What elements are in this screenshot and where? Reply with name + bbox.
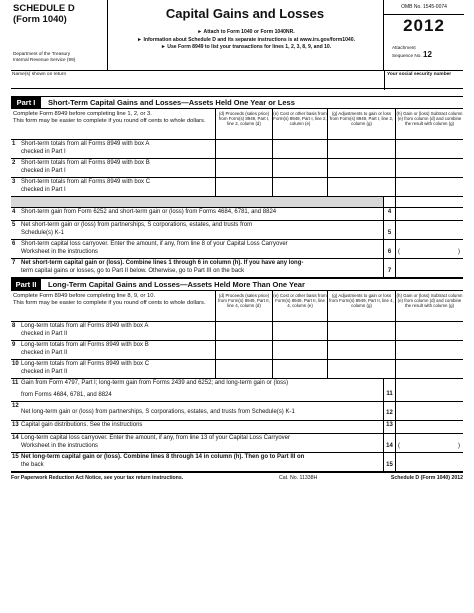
- omb-number: OMB No. 1545-0074: [384, 0, 464, 15]
- form-footer-id: Schedule D (Form 1040) 2012: [390, 475, 463, 481]
- line-7-box: 7: [383, 259, 395, 277]
- line-number: 13: [12, 422, 19, 428]
- name-label: Name(s) shown on return: [12, 72, 67, 77]
- paren-open: (: [398, 443, 400, 449]
- paren-close: ): [458, 443, 460, 449]
- line-3-text-b: checked in Part I: [21, 186, 66, 193]
- line-6-text-a: Short-term capital loss carryover. Enter the amount, if any, from line 8 of your Capital Loss Carryover: [21, 241, 288, 247]
- attach-line-3: ► Use Form 8949 to list your transactions for lines 1, 2, 3, 8, 9, and 10.: [160, 44, 332, 50]
- line-5-text: [21, 222, 381, 237]
- line-9-text: [21, 342, 149, 357]
- line-8-text-b: checked in Part II: [21, 330, 68, 337]
- line-7-text-b: term capital gains or losses, go to Part II below. Otherwise, go to Part III on the back: [21, 267, 245, 274]
- line-2-text: [21, 160, 150, 175]
- part1-intro-1: Complete Form 8949 before completing line 1, 2, or 3.: [13, 111, 152, 117]
- line-2-col-d[interactable]: [215, 159, 273, 177]
- line-4-box: 4: [383, 208, 395, 220]
- line-7-amount[interactable]: [395, 259, 463, 277]
- line-1-col-h[interactable]: [395, 140, 464, 158]
- line-11-box: 11: [383, 379, 395, 401]
- line-10-text-a: Long-term totals from all Forms 8949 with box C: [21, 361, 150, 367]
- line-6-amount[interactable]: [395, 240, 463, 258]
- line-4-amount[interactable]: [395, 208, 463, 220]
- part2-column-headers: [11, 291, 463, 322]
- line-number: 2: [12, 160, 16, 166]
- line-9-col-g[interactable]: [327, 341, 396, 359]
- line-1-text-a: Short-term totals from all Forms 8949 with box A: [21, 141, 150, 147]
- part2-intro-1: Complete Form 8949 before completing line 8, 9, or 10.: [13, 293, 156, 299]
- line-9-text-b: checked in Part II: [21, 349, 68, 356]
- line-7-text: [21, 260, 381, 275]
- part2-line-10: [11, 360, 463, 379]
- part1-col-g: (g) Adjustments to gain or loss from Form(s) 8949, Part I, line 2, column (g): [327, 109, 395, 139]
- part2-col-g: (g) Adjustments to gain or loss from Form(s) 8949, Part II, line 4, column (g): [327, 291, 395, 321]
- line-number: 10: [12, 361, 19, 367]
- line-8-col-g[interactable]: [327, 322, 396, 340]
- part1-title: Short-Term Capital Gains and Losses—Assets Held One Year or Less: [48, 98, 295, 107]
- line-8-col-e[interactable]: [272, 322, 328, 340]
- line-9-col-d[interactable]: [215, 341, 273, 359]
- part2-title: Long-Term Capital Gains and Losses—Assets Held More Than One Year: [48, 280, 305, 289]
- line-15-text-a: Net long-term capital gain or (loss). Combine lines 8 through 14 in column (h). Then go to Part III on: [21, 454, 305, 460]
- department: [13, 51, 75, 63]
- part2-line-8: [11, 322, 463, 341]
- attach-instructions: [111, 29, 381, 52]
- line-2-text-b: checked in Part I: [21, 167, 66, 174]
- header-left: [11, 0, 108, 70]
- line-5-box: 5: [383, 221, 395, 239]
- line-number: 5: [12, 222, 16, 228]
- part1-line-2: [11, 159, 463, 178]
- line-12-box: 12: [383, 402, 395, 420]
- line-15-text-b: the back: [21, 461, 44, 468]
- line-13-amount[interactable]: [395, 421, 463, 433]
- part2-col-d: (d) Proceeds (sales price) from Form(s) 8949, Part II, line 4, column (d): [215, 291, 272, 321]
- line-1-col-e[interactable]: [272, 140, 328, 158]
- page-title: Capital Gains and Losses: [165, 6, 325, 21]
- part2-intro: [13, 293, 211, 308]
- line-12-amount[interactable]: [395, 402, 463, 420]
- header-right: [383, 0, 464, 70]
- line-6-text-b: Worksheet in the instructions: [21, 248, 98, 255]
- part1-line-1: [11, 140, 463, 159]
- line-1-text-b: checked in Part I: [21, 148, 66, 155]
- line-number: 8: [12, 323, 16, 329]
- form-header: [11, 0, 463, 71]
- line-9-text-a: Long-term totals from all Forms 8949 with box B: [21, 342, 149, 348]
- part1-line-3: [11, 178, 463, 197]
- line-11-text-a: Gain from Form 4797, Part I; long-term gain from Forms 2439 and 6252; and long-term gain or (loss): [21, 380, 289, 386]
- line-number: 11: [12, 380, 19, 386]
- schedule-title: SCHEDULE D: [13, 3, 75, 14]
- line-10-text: [21, 361, 149, 376]
- line-2-col-e[interactable]: [272, 159, 328, 177]
- schedule-name: [13, 3, 75, 25]
- paperwork-notice: For Paperwork Reduction Act Notice, see your tax return instructions.: [11, 475, 184, 481]
- line-3-col-g[interactable]: [327, 178, 396, 196]
- line-10-col-g[interactable]: [327, 360, 396, 378]
- line-11-text: [21, 380, 381, 399]
- line-13-box: 13: [383, 421, 395, 433]
- part2-line-12: [11, 402, 463, 421]
- line-9-col-h[interactable]: [395, 341, 464, 359]
- part1-col-e: (e) Cost or other basis from Form(s) 8949, Part I, line 2, column (e): [272, 109, 327, 139]
- form-footer: [11, 473, 463, 483]
- line-3-col-e[interactable]: [272, 178, 328, 196]
- part1-header: [11, 96, 463, 109]
- line-8-col-d[interactable]: [215, 322, 273, 340]
- line-number: 4: [12, 209, 16, 215]
- line-12-text: Net long-term gain or (loss) from partnerships, S corporations, estates, and trusts from Schedule(s) K-1: [21, 409, 295, 415]
- line-14-amount[interactable]: [395, 434, 463, 452]
- part1-label: Part I: [11, 97, 41, 108]
- part2-line-9: [11, 341, 463, 360]
- tax-year: 2012: [403, 16, 445, 35]
- line-15-box: 15: [383, 453, 395, 471]
- cat-number: Cat. No. 11338H: [279, 475, 318, 481]
- line-11-text-b: from Forms 4684, 6781, and 8824: [21, 391, 112, 398]
- line-2-col-g[interactable]: [327, 159, 396, 177]
- part1-col-d: (d) Proceeds (sales price) from Form(s) 8949, Part I, line 2, column (d): [215, 109, 272, 139]
- part2-col-h: (h) Gain or (loss) Subtract column (e) from column (d) and combine the result with column (g): [395, 291, 463, 321]
- line-14-text-a: Long-term capital loss carryover. Enter the amount, if any, from line 13 of your Capital Loss Carryover: [21, 435, 291, 441]
- line-15-amount[interactable]: [395, 453, 463, 471]
- line-10-col-e[interactable]: [272, 360, 328, 378]
- part2-header: [11, 278, 463, 291]
- line-3-col-h[interactable]: [395, 178, 464, 196]
- line-10-col-d[interactable]: [215, 360, 273, 378]
- line-number: 1: [12, 141, 16, 147]
- header-center: [107, 0, 383, 70]
- line-14-text-b: Worksheet in the instructions: [21, 442, 98, 449]
- attachment-sequence: [392, 45, 432, 59]
- line-2-text-a: Short-term totals from all Forms 8949 with box B: [21, 160, 150, 166]
- spacer-amount: [395, 197, 464, 207]
- line-13-text: Capital gain distributions. See the instructions: [21, 422, 143, 428]
- line-4-text: Short-term gain from Form 6252 and short-term gain or (loss) from Forms 4684, 6781, and 8824: [21, 209, 277, 215]
- line-14-box: 14: [383, 434, 395, 452]
- part1-intro: [13, 111, 211, 126]
- part1-line-4: [11, 208, 463, 221]
- line-6-text: [21, 241, 381, 256]
- line-15-text: [21, 454, 381, 469]
- line-8-col-h[interactable]: [395, 322, 464, 340]
- line-7-text-a: Net short-term capital gain or (loss). Combine lines 1 through 6 in column (h). If you have any long-: [21, 260, 304, 266]
- line-number: 15: [12, 454, 19, 460]
- attachment-label: Attachment: [392, 45, 416, 50]
- sequence-line: [392, 49, 432, 60]
- dept-irs: Internal Revenue Service (99): [13, 57, 76, 62]
- line-11-amount[interactable]: [395, 379, 463, 401]
- line-1-col-d[interactable]: [215, 140, 273, 158]
- line-8-text: [21, 323, 148, 338]
- name-row: [11, 71, 463, 89]
- part1-line-7: [11, 259, 463, 278]
- attach-line-2: ► Information about Schedule D and its separate instructions is at www.irs.gov/form1040.: [137, 36, 355, 43]
- line-number: 14: [12, 435, 19, 441]
- line-number: 12: [12, 403, 19, 409]
- part2-intro-2: This form may be easier to complete if you round off cents to whole dollars.: [13, 300, 206, 307]
- sequence-label: Sequence No.: [392, 52, 422, 58]
- line-3-text-a: Short-term totals from all Forms 8949 with box C: [21, 179, 151, 185]
- line-14-text: [21, 435, 381, 450]
- schedule-d-form: [11, 0, 463, 613]
- part1-line-6: [11, 240, 463, 259]
- line-8-text-a: Long-term totals from all Forms 8949 with box A: [21, 323, 149, 329]
- part2-line-14: [11, 434, 463, 453]
- part2-col-e: (e) Cost or other basis from Form(s) 8949, Part II, line 4, column (e): [272, 291, 327, 321]
- line-9-col-e[interactable]: [272, 341, 328, 359]
- line-1-col-g[interactable]: [327, 140, 396, 158]
- part2-label: Part II: [11, 279, 41, 290]
- line-1-text: [21, 141, 149, 156]
- line-5-amount[interactable]: [395, 221, 463, 239]
- line-6-box: 6: [383, 240, 395, 258]
- line-3-col-d[interactable]: [215, 178, 273, 196]
- line-2-col-h[interactable]: [395, 159, 464, 177]
- line-number: 3: [12, 179, 16, 185]
- part1-spacer: [11, 197, 463, 208]
- line-5-text-b: Schedule(s) K-1: [21, 229, 65, 236]
- line-number: 7: [12, 260, 16, 266]
- part2-line-13: [11, 421, 463, 434]
- part1-col-h: (h) Gain or (loss) Subtract column (e) from column (d) and combine the result with column (g): [395, 109, 463, 139]
- part2-line-11: [11, 379, 463, 402]
- part2-line-15: [11, 453, 463, 473]
- attach-line-1: ► Attach to Form 1040 or Form 1040NR.: [197, 29, 295, 35]
- line-5-text-a: Net short-term gain or (loss) from partnerships, S corporations, estates, and trusts from: [21, 222, 253, 228]
- sequence-number: 12: [423, 49, 432, 59]
- part1-column-headers: [11, 109, 463, 140]
- line-10-col-h[interactable]: [395, 360, 464, 378]
- dept-treasury: Department of the Treasury: [13, 51, 71, 56]
- line-number: 9: [12, 342, 16, 348]
- paren-close: ): [458, 249, 460, 255]
- part1-intro-2: This form may be easier to complete if you round off cents to whole dollars.: [13, 118, 206, 125]
- ssn-label: Your social security number: [384, 71, 453, 90]
- form-ref: (Form 1040): [13, 14, 67, 25]
- line-10-text-b: checked in Part II: [21, 368, 68, 375]
- line-number: 6: [12, 241, 16, 247]
- paren-open: (: [398, 249, 400, 255]
- part1-line-5: [11, 221, 463, 240]
- line-3-text: [21, 179, 150, 194]
